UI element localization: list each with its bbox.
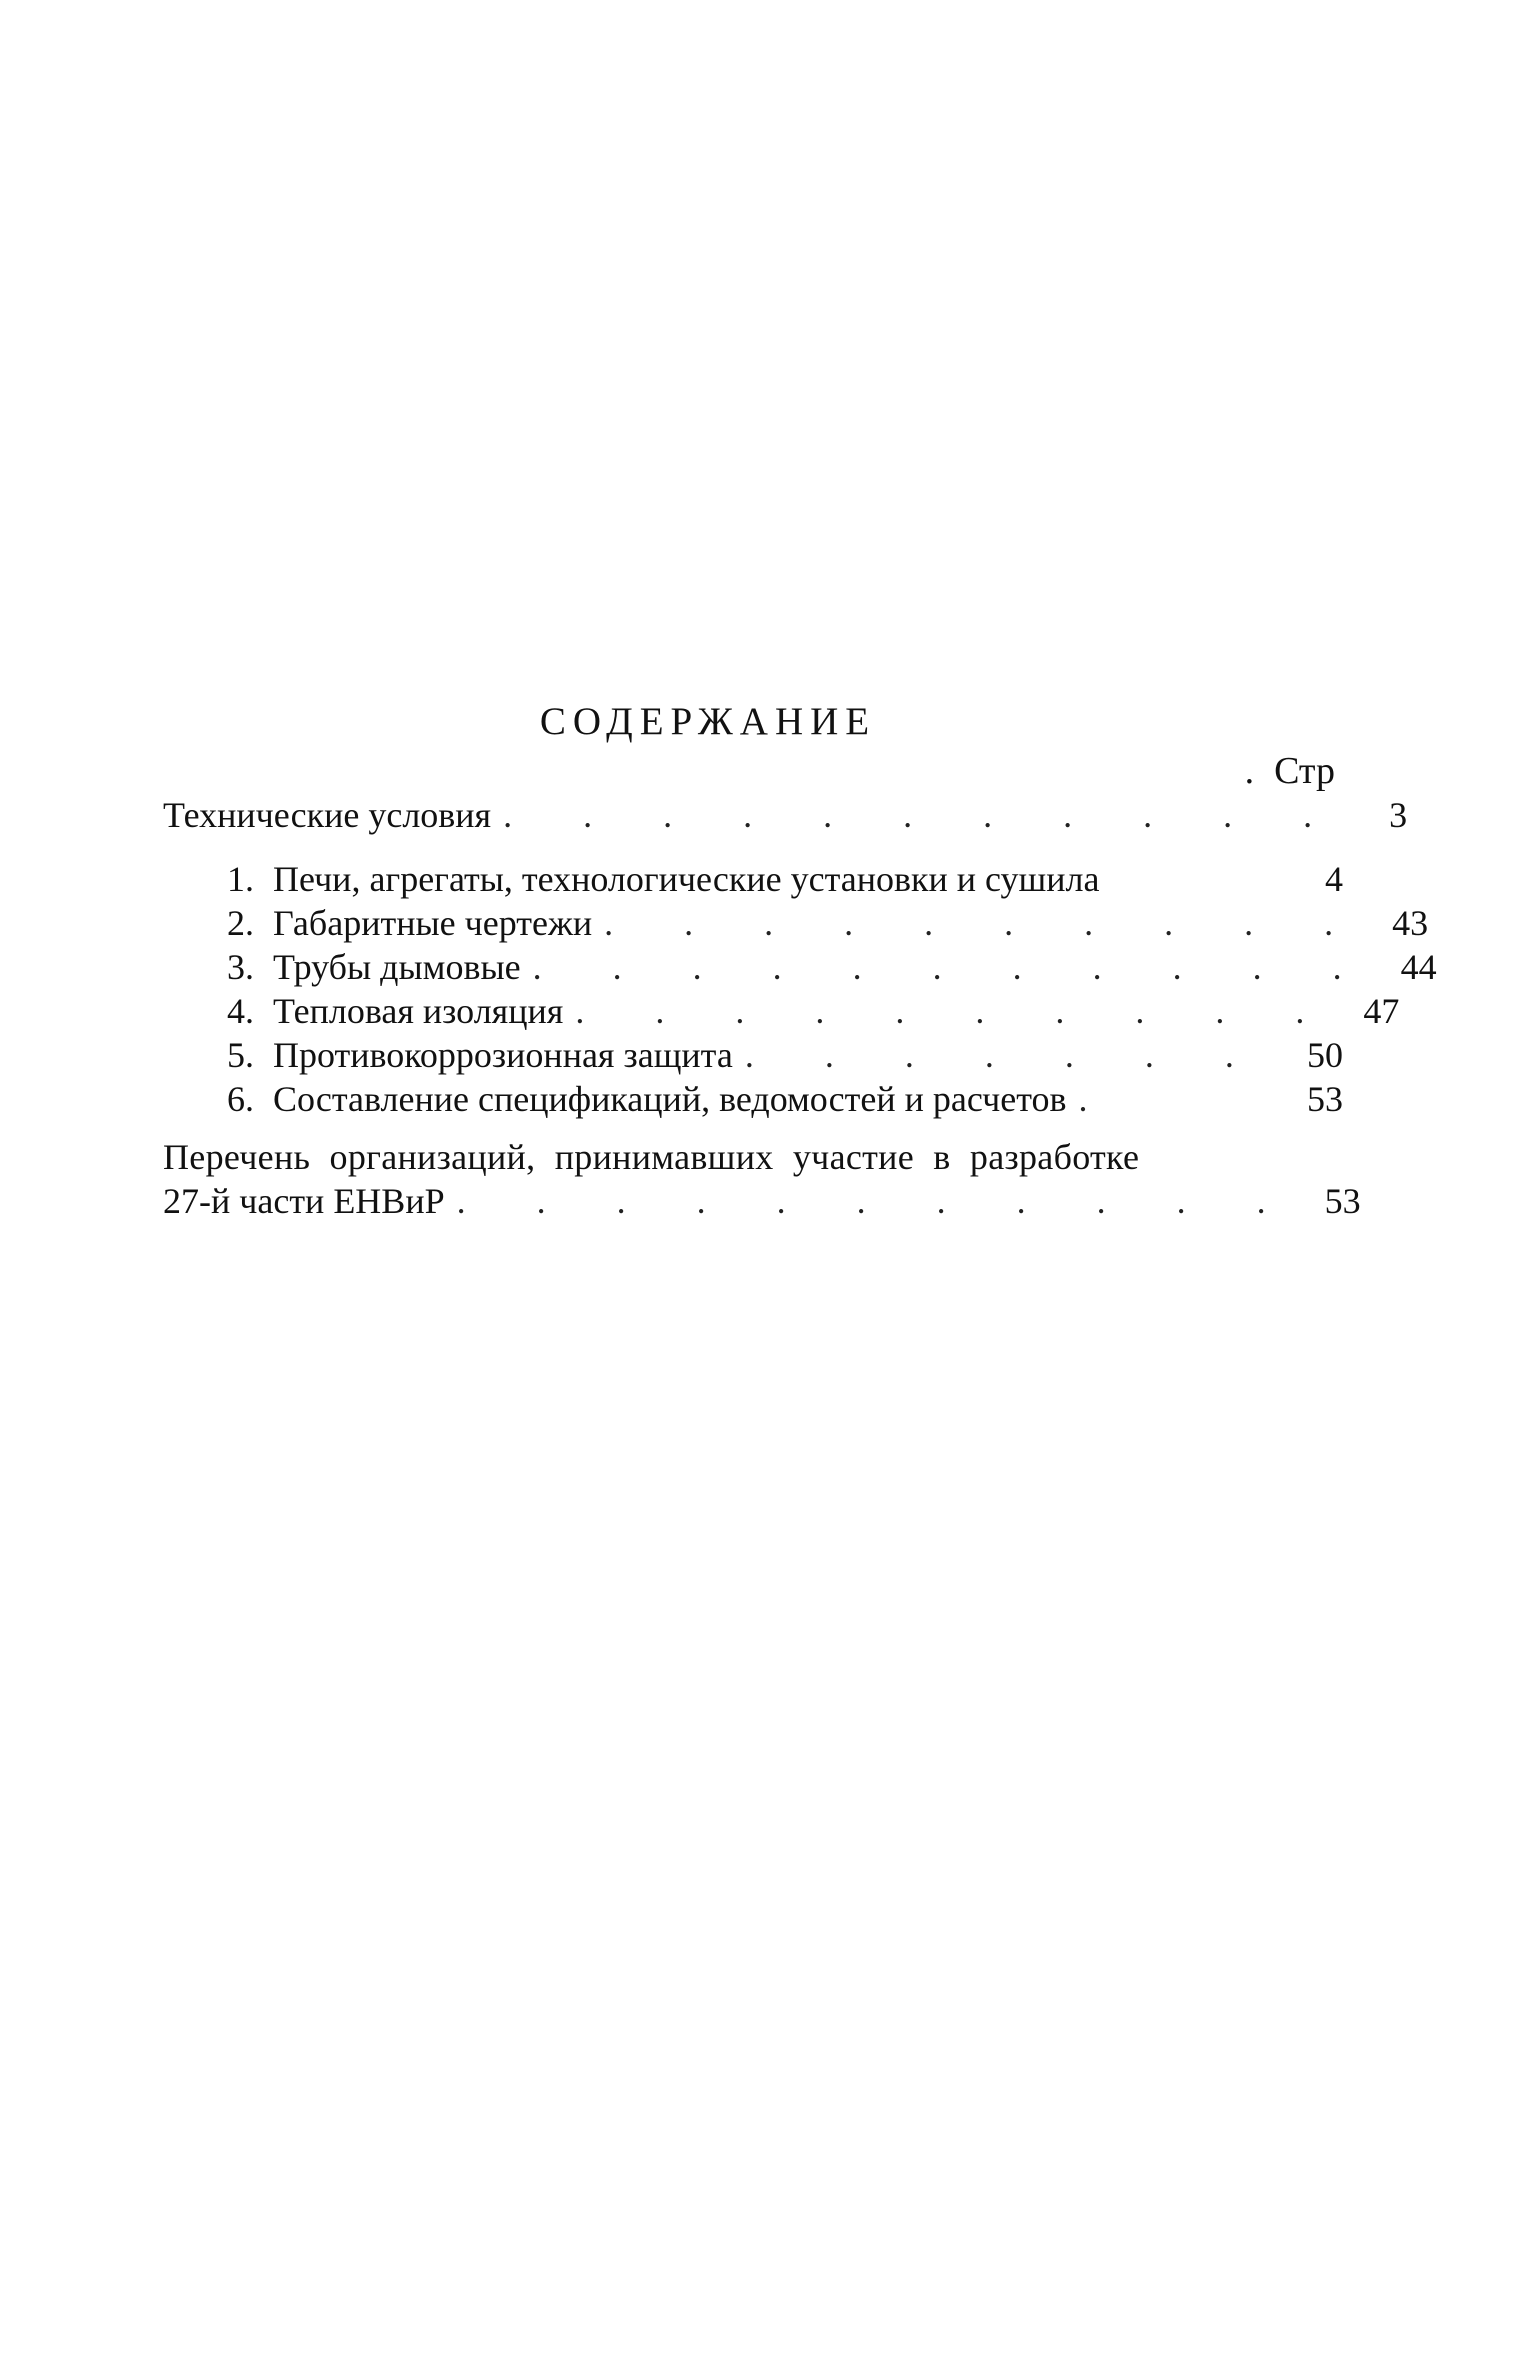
- toc-entry-number: 5.: [227, 1034, 254, 1075]
- toc-leader-dots: . . . . . . .: [744, 1034, 1265, 1075]
- toc-entry-page: 50: [1307, 1034, 1343, 1075]
- toc-leader-dots: . . . . . . . . . .: [604, 902, 1365, 943]
- toc-leader-dots: . . . . . . . . . . .: [532, 946, 1373, 987]
- toc-entry-page: 44: [1400, 946, 1437, 987]
- toc-entry-section-4[interactable]: [163, 989, 1400, 1033]
- toc-entry-section-5[interactable]: [163, 1033, 1343, 1077]
- toc-title: СОДЕРЖАНИЕ: [539, 700, 877, 743]
- toc-leader-dots: . . . . . . . . . . .: [503, 794, 1344, 835]
- toc-entry-page: 47: [1363, 990, 1400, 1031]
- toc-leader-dots: . . . . . . . . . . .: [456, 1180, 1297, 1221]
- toc-entry-section-3[interactable]: [163, 945, 1437, 989]
- toc-entry-section-1[interactable]: [163, 857, 1343, 901]
- toc-leader-dots: .: [1078, 1078, 1119, 1119]
- toc-entry-page: 53: [1324, 1180, 1361, 1221]
- toc-entry-label: Тепловая изоляция: [273, 990, 564, 1031]
- toc-entry-section-2[interactable]: [163, 901, 1429, 945]
- toc-entry-page: 3: [1389, 794, 1408, 835]
- toc-entry-label: Составление спецификаций, ведомостей и расчетов: [273, 1078, 1067, 1119]
- toc-entry-label: Технические условия: [163, 794, 492, 835]
- toc-entry-label: Противокоррозионная защита: [273, 1034, 733, 1075]
- toc-entry-number: 3.: [227, 946, 254, 987]
- toc-entry-number: 2.: [227, 902, 254, 943]
- toc-entry-section-6[interactable]: [163, 1077, 1343, 1121]
- toc-entry-label: Трубы дымовые: [273, 946, 521, 987]
- toc-entry-page: 4: [1325, 858, 1343, 899]
- toc-entry-number: 4.: [227, 990, 254, 1031]
- toc-entry-number: 6.: [227, 1078, 254, 1119]
- table-of-contents: [163, 700, 1437, 1223]
- toc-entry-back[interactable]: [163, 1135, 1361, 1223]
- page-column-header-label: Стр: [1274, 749, 1335, 792]
- toc-entry-page: 53: [1307, 1078, 1343, 1119]
- toc-entry-front[interactable]: [163, 793, 1408, 837]
- toc-leader-dots: . . . . . . . . . .: [575, 990, 1336, 1031]
- page-column-header: [163, 751, 1343, 793]
- page-column-header-dot: .: [1244, 749, 1255, 792]
- toc-entry-label-line-1: Перечень организаций, принимавших участие в разработке: [163, 1136, 1140, 1177]
- toc-entry-label: Печи, агрегаты, технологические установки и сушила: [273, 858, 1100, 899]
- toc-entry-label: Габаритные чертежи: [273, 902, 593, 943]
- toc-entry-label-line-2: 27-й части ЕНВиР: [163, 1180, 445, 1221]
- toc-entry-page: 43: [1392, 902, 1429, 943]
- toc-entry-number: 1.: [227, 858, 254, 899]
